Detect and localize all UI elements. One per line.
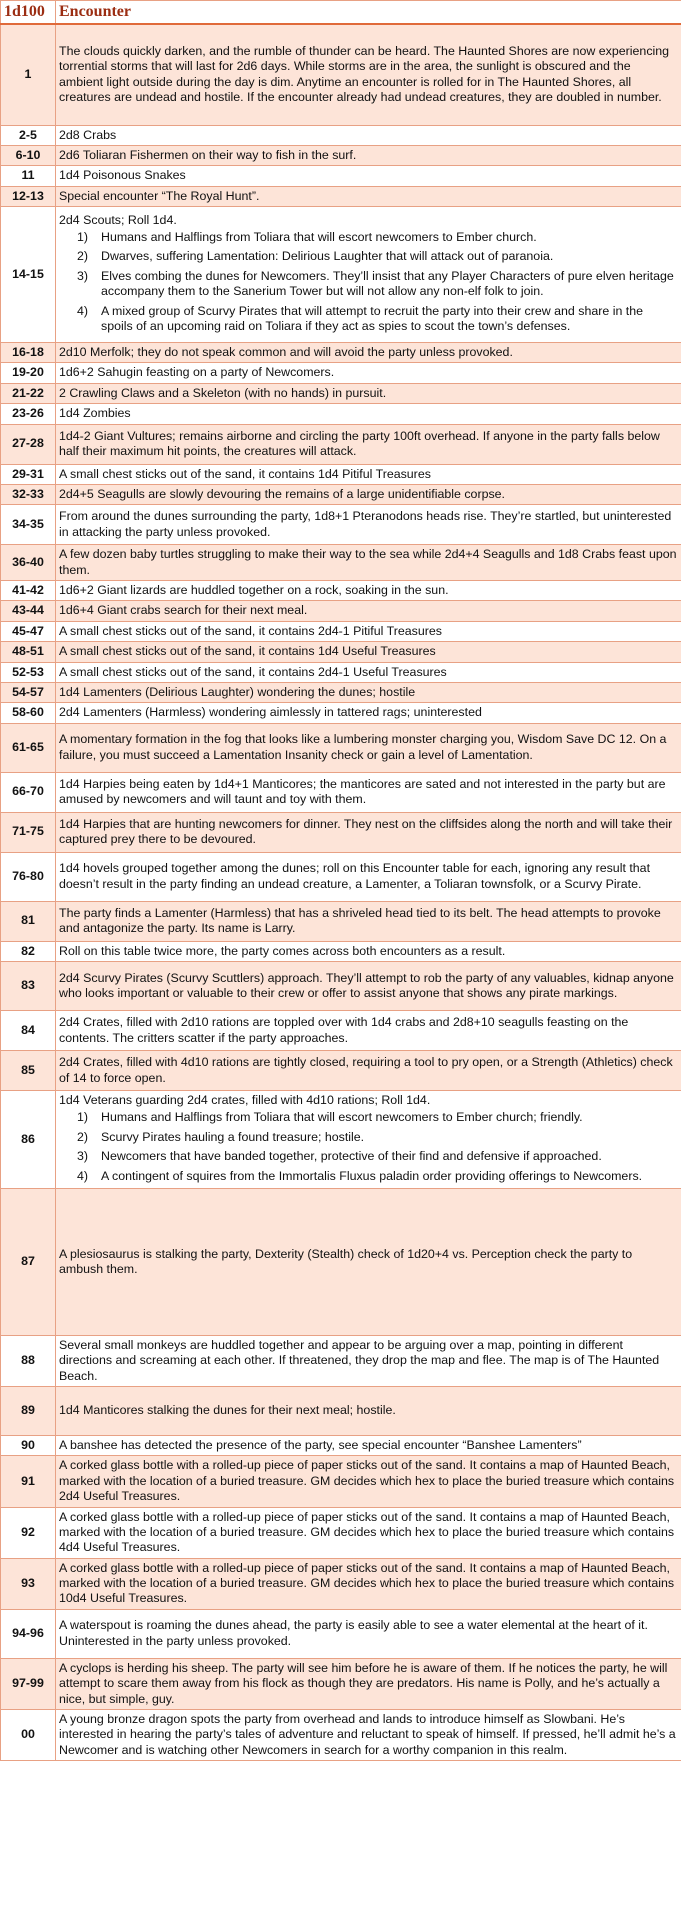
table-row	[1, 601, 681, 621]
encounter-description-cell	[56, 1658, 681, 1709]
encounter-description: 1d4-2 Giant Vultures; remains airborne and circling the party 100ft overhead. If anyone in the party falls below half their maximum hit points, the creatures will attack.	[59, 428, 660, 458]
sub-result-number: 1)	[77, 230, 89, 245]
encounter-description-cell	[56, 125, 681, 145]
encounter-description: 1d4 Manticores stalking the dunes for their next meal; hostile.	[59, 1403, 396, 1418]
encounter-description: 1d4 Harpies that are hunting newcomers for dinner. They nest on the cliffsides along the north and will take their captured prey there to be devoured.	[59, 816, 673, 847]
encounter-description-cell	[56, 186, 681, 206]
encounter-description-cell	[56, 941, 681, 961]
encounter-description: 2d4 Crates, filled with 4d10 rations are tightly closed, requiring a tool to pry open, or a Strength (Athletics) check of 14 to force open.	[59, 1055, 673, 1085]
encounter-description-cell	[56, 363, 681, 383]
encounter-description: 1d4 Veterans guarding 2d4 crates, filled with 4d10 rations; Roll 1d4.	[59, 1093, 431, 1107]
sub-result-text: Dwarves, suffering Lamentation: Delirious Laughter that will attack out of paranoia.	[101, 249, 554, 264]
encounter-description: 2d4 Crates, filled with 2d10 rations are toppled over with 1d4 crabs and 2d8+10 seagulls feasting on the contents. The critters scatter if the party approaches.	[59, 1015, 629, 1045]
encounter-description: 2d4 Lamenters (Harmless) wondering aimlessly in tattered rags; uninterested	[59, 705, 482, 720]
table-row	[1, 662, 681, 682]
table-row	[1, 145, 681, 165]
encounter-description-cell	[56, 207, 681, 343]
encounter-description-cell	[56, 1456, 681, 1507]
table-row	[1, 1387, 681, 1436]
encounter-description-cell	[56, 424, 681, 464]
roll-range-cell: 90	[1, 1436, 56, 1456]
sub-result-text: Newcomers that have banded together, protective of their find and defensive if approached.	[101, 1149, 602, 1164]
encounter-description-cell	[56, 1609, 681, 1658]
sub-result-item	[59, 1128, 678, 1147]
roll-range-cell: 81	[1, 901, 56, 941]
table-row	[1, 545, 681, 581]
table-row	[1, 186, 681, 206]
roll-range-cell: 00	[1, 1709, 56, 1760]
sub-result-text: Scurvy Pirates hauling a found treasure; hostile.	[101, 1129, 365, 1144]
table-row	[1, 1011, 681, 1051]
roll-range-cell: 11	[1, 166, 56, 186]
sub-result-item	[59, 1108, 678, 1127]
encounter-description-cell	[56, 1335, 681, 1386]
roll-range-cell: 86	[1, 1091, 56, 1189]
sub-result-text: A contingent of squires from the Immortalis Fluxus paladin order providing offerings to Newcomers.	[101, 1168, 643, 1183]
encounter-description-cell	[56, 1188, 681, 1335]
encounter-description-cell	[56, 1011, 681, 1051]
roll-range-cell: 97-99	[1, 1658, 56, 1709]
roll-range-cell: 76-80	[1, 852, 56, 901]
encounter-description: 1d6+4 Giant crabs search for their next meal.	[59, 603, 308, 618]
sub-result-item	[59, 247, 678, 266]
roll-range-cell: 12-13	[1, 186, 56, 206]
table-row	[1, 125, 681, 145]
encounter-description-cell	[56, 852, 681, 901]
table-body	[1, 24, 681, 1761]
sub-result-text: Humans and Halflings from Toliara that will escort newcomers to Ember church.	[101, 230, 537, 245]
encounter-description-cell	[56, 682, 681, 702]
table-row	[1, 1456, 681, 1507]
encounter-description-cell	[56, 601, 681, 621]
roll-range-cell: 92	[1, 1507, 56, 1558]
encounter-description-cell	[56, 1709, 681, 1760]
table-row	[1, 1188, 681, 1335]
sub-result-list	[59, 1108, 678, 1186]
table-row	[1, 812, 681, 852]
encounter-description: 1d6+2 Giant lizards are huddled together on a rock, soaking in the sun.	[59, 583, 449, 597]
roll-range-cell: 32-33	[1, 484, 56, 504]
encounter-description: A waterspout is roaming the dunes ahead, the party is easily able to see a water elemental at the heart of it. Uninterested in the party unless provoked.	[59, 1618, 648, 1648]
encounter-description-cell	[56, 703, 681, 723]
roll-range-cell: 58-60	[1, 703, 56, 723]
encounter-description: A few dozen baby turtles struggling to make their way to the sea while 2d4+4 Seagulls and 1d8 Crabs feast upon them.	[59, 547, 677, 577]
sub-result-item	[59, 1167, 678, 1186]
roll-range-cell: 41-42	[1, 581, 56, 601]
table-row	[1, 505, 681, 545]
roll-range-cell: 89	[1, 1387, 56, 1436]
table-row	[1, 772, 681, 812]
roll-range-cell: 16-18	[1, 343, 56, 363]
sub-result-item	[59, 228, 678, 247]
roll-range-cell: 27-28	[1, 424, 56, 464]
roll-range-cell: 6-10	[1, 145, 56, 165]
sub-result-text: Humans and Halflings from Toliara that will escort newcomers to Ember church; friendly.	[101, 1110, 583, 1125]
roll-range-cell: 83	[1, 962, 56, 1011]
roll-range-cell: 2-5	[1, 125, 56, 145]
encounter-description-cell	[56, 812, 681, 852]
encounter-description-cell	[56, 1507, 681, 1558]
encounter-description: A momentary formation in the fog that looks like a lumbering monster charging you, Wisdom Save DC 12. On a failure, you must succeed a Lamentation Insanity check or gain a level of Lamentation.	[59, 732, 667, 762]
sub-result-number: 4)	[77, 303, 89, 318]
roll-range-cell: 52-53	[1, 662, 56, 682]
encounter-description: The clouds quickly darken, and the rumble of thunder can be heard. The Haunted Shores are now experiencing torrential storms that will last for 2d6 days. While storms are in the area, the sunlight is obscured and the ambient light outside during the day is dim. Anytime an encounter is rolled for in The Haunted Shores, all creatures are undead and hostile. If the encounter already had undead creatures, they are doubled in number.	[59, 44, 670, 105]
table-row	[1, 343, 681, 363]
encounter-description-cell	[56, 662, 681, 682]
table-row	[1, 207, 681, 343]
table-header-row	[1, 1, 681, 25]
encounter-description-cell	[56, 1558, 681, 1609]
encounter-description-cell	[56, 1387, 681, 1436]
roll-range-cell: 34-35	[1, 505, 56, 545]
sub-result-number: 2)	[77, 1129, 89, 1144]
table-row	[1, 723, 681, 772]
encounter-description-cell	[56, 484, 681, 504]
encounter-description: A banshee has detected the presence of the party, see special encounter “Banshee Lamenters”	[59, 1438, 582, 1452]
encounter-description: A cyclops is herding his sheep. The party will see him before he is aware of them. If he notices the party, he will attempt to scare them away from his flock as though they are predators. His name is Polly, and he’s actually a nice, but simple, guy.	[59, 1660, 668, 1706]
sub-result-item	[59, 267, 678, 302]
encounter-description-cell	[56, 642, 681, 662]
encounter-description-cell	[56, 581, 681, 601]
encounter-description-cell	[56, 962, 681, 1011]
table-row	[1, 852, 681, 901]
encounter-column-header: Encounter	[56, 1, 681, 25]
encounter-description-cell	[56, 1051, 681, 1091]
encounter-description: A small chest sticks out of the sand, it contains 1d4 Useful Treasures	[59, 644, 436, 659]
roll-range-cell: 71-75	[1, 812, 56, 852]
table-row	[1, 1709, 681, 1760]
encounter-description-cell	[56, 621, 681, 641]
sub-result-number: 3)	[77, 1149, 89, 1164]
roll-range-cell: 94-96	[1, 1609, 56, 1658]
encounter-description: 1d4 hovels grouped together among the dunes; roll on this Encounter table for each, ignoring any result that doesn’t result in the party finding an undead creature, a Lamenter, a Toliaran townsfolk, or a Scurvy Pirate.	[59, 861, 651, 891]
roll-range-cell: 66-70	[1, 772, 56, 812]
encounter-description-cell	[56, 404, 681, 424]
encounter-description: 2d4+5 Seagulls are slowly devouring the remains of a large unidentifiable corpse.	[59, 486, 505, 501]
encounter-description: 1d4 Zombies	[59, 406, 131, 421]
roll-range-cell: 87	[1, 1188, 56, 1335]
encounter-description: A corked glass bottle with a rolled-up piece of paper sticks out of the sand. It contains a map of Haunted Beach, marked with the location of a buried treasure. GM decides which hex to place the buried treasure which contains 10d4 Useful Treasures.	[59, 1560, 675, 1606]
sub-result-text: Elves combing the dunes for Newcomers. They’ll insist that any Player Characters of pure elven heritage accompany them to the Sanerium Tower but will not allow any non-elf folk to join.	[101, 268, 674, 299]
table-row	[1, 962, 681, 1011]
encounter-description: A corked glass bottle with a rolled-up piece of paper sticks out of the sand. It contains a map of Haunted Beach, marked with the location of a buried treasure. GM decides which hex to place the buried treasure which contains 2d4 Useful Treasures.	[59, 1458, 675, 1504]
encounter-description: 1d4 Harpies being eaten by 1d4+1 Manticores; the manticores are sated and not interested in the party but are amused by newcomers and will taunt and toy with them.	[59, 776, 666, 807]
encounter-description: 2d4 Scurvy Pirates (Scurvy Scuttlers) approach. They’ll attempt to rob the party of any valuables, kidnap anyone who looks important or valuable to their crew or offer to assist anyone that shows any pirate markings.	[59, 970, 674, 1000]
roll-range-cell: 85	[1, 1051, 56, 1091]
encounter-description-cell	[56, 145, 681, 165]
table-row	[1, 404, 681, 424]
roll-range-cell: 84	[1, 1011, 56, 1051]
encounter-description: Several small monkeys are huddled together and appear to be arguing over a map, pointing in different directions and screaming at each other. If threatened, they drop the map and flee. The map is of The Haunted Beach.	[59, 1337, 660, 1383]
table-row	[1, 901, 681, 941]
sub-result-number: 3)	[77, 268, 89, 283]
encounter-description: Special encounter “The Royal Hunt”.	[59, 188, 260, 203]
table-row	[1, 682, 681, 702]
roll-range-cell: 45-47	[1, 621, 56, 641]
roll-range-cell: 54-57	[1, 682, 56, 702]
roll-range-cell: 48-51	[1, 642, 56, 662]
sub-result-number: 4)	[77, 1168, 89, 1183]
encounter-description: Roll on this table twice more, the party comes across both encounters as a result.	[59, 943, 506, 958]
table-row	[1, 24, 681, 125]
table-row	[1, 166, 681, 186]
encounter-description-cell	[56, 383, 681, 403]
roll-range-cell: 61-65	[1, 723, 56, 772]
roll-range-cell: 36-40	[1, 545, 56, 581]
sub-result-number: 2)	[77, 249, 89, 264]
table-row	[1, 484, 681, 504]
table-row	[1, 941, 681, 961]
encounter-description-cell	[56, 723, 681, 772]
encounter-description: 2d8 Crabs	[59, 127, 117, 142]
encounter-description-cell	[56, 1436, 681, 1456]
roll-range-cell: 23-26	[1, 404, 56, 424]
encounter-description: The party finds a Lamenter (Harmless) that has a shriveled head tied to its belt. The head attempts to provoke and antagonize the party. Its name is Larry.	[59, 905, 661, 936]
encounter-description-cell	[56, 505, 681, 545]
encounter-description: 1d4 Poisonous Snakes	[59, 168, 186, 183]
roll-range-cell: 91	[1, 1456, 56, 1507]
table-row	[1, 1335, 681, 1386]
encounter-description: 2d6 Toliaran Fishermen on their way to fish in the surf.	[59, 147, 357, 162]
encounter-description-cell	[56, 1091, 681, 1189]
sub-result-text: A mixed group of Scurvy Pirates that will attempt to recruit the party into their crew and share in the spoils of an upcoming raid on Toliara if they act as spies to scout the town’s defenses.	[101, 303, 643, 333]
encounter-description: From around the dunes surrounding the party, 1d8+1 Pteranodons heads rise. They’re startled, but uninterested in attacking the party unless provoked.	[59, 509, 672, 539]
roll-range-cell: 21-22	[1, 383, 56, 403]
encounter-description: A small chest sticks out of the sand, it contains 2d4-1 Useful Treasures	[59, 664, 447, 679]
encounter-description-cell	[56, 901, 681, 941]
encounter-description-cell	[56, 772, 681, 812]
encounter-description-cell	[56, 464, 681, 484]
roll-range-cell: 43-44	[1, 601, 56, 621]
encounter-description-cell	[56, 343, 681, 363]
encounter-description: A plesiosaurus is stalking the party, Dexterity (Stealth) check of 1d20+4 vs. Perception check the party to ambush them.	[59, 1246, 633, 1276]
sub-result-list	[59, 228, 678, 336]
roll-range-cell: 14-15	[1, 207, 56, 343]
table-row	[1, 621, 681, 641]
sub-result-item	[59, 302, 678, 337]
encounter-description: 2d4 Scouts; Roll 1d4.	[59, 212, 177, 227]
table-row	[1, 642, 681, 662]
table-row	[1, 703, 681, 723]
table-row	[1, 1507, 681, 1558]
sub-result-number: 1)	[77, 1110, 89, 1125]
encounter-description: 1d4 Lamenters (Delirious Laughter) wondering the dunes; hostile	[59, 684, 416, 699]
table-row	[1, 424, 681, 464]
table-row	[1, 383, 681, 403]
table-row	[1, 1091, 681, 1189]
encounter-description: A young bronze dragon spots the party from overhead and lands to introduce himself as Slowbani. He’s interested in hearing the party’s tales of adventure and reluctant to speak of himself. If pressed, he’ll admit he’s a Newcomer and is watching other Newcomers in search for a worthy companion in this realm.	[59, 1711, 676, 1757]
encounter-description: A corked glass bottle with a rolled-up piece of paper sticks out of the sand. It contains a map of Haunted Beach, marked with the location of a buried treasure. GM decides which hex to place the buried treasure which contains 4d4 Useful Treasures.	[59, 1509, 675, 1555]
table-row	[1, 581, 681, 601]
roll-range-cell: 93	[1, 1558, 56, 1609]
roll-range-cell: 88	[1, 1335, 56, 1386]
encounter-description: 2 Crawling Claws and a Skeleton (with no hands) in pursuit.	[59, 385, 387, 400]
encounter-description: A small chest sticks out of the sand, it contains 1d4 Pitiful Treasures	[59, 466, 431, 481]
table-row	[1, 1658, 681, 1709]
table-row	[1, 1436, 681, 1456]
table-row	[1, 363, 681, 383]
table-row	[1, 464, 681, 484]
encounter-description-cell	[56, 166, 681, 186]
table-row	[1, 1558, 681, 1609]
encounter-description-cell	[56, 24, 681, 125]
roll-range-cell: 82	[1, 941, 56, 961]
table-row	[1, 1609, 681, 1658]
roll-range-cell: 19-20	[1, 363, 56, 383]
table-row	[1, 1051, 681, 1091]
sub-result-item	[59, 1147, 678, 1166]
encounter-description-cell	[56, 545, 681, 581]
roll-column-header: 1d100	[1, 1, 56, 25]
roll-range-cell: 1	[1, 24, 56, 125]
encounter-description: 2d10 Merfolk; they do not speak common and will avoid the party unless provoked.	[59, 345, 513, 359]
encounter-description: A small chest sticks out of the sand, it contains 2d4-1 Pitiful Treasures	[59, 623, 442, 638]
encounter-description: 1d6+2 Sahugin feasting on a party of Newcomers.	[59, 365, 335, 380]
roll-range-cell: 29-31	[1, 464, 56, 484]
